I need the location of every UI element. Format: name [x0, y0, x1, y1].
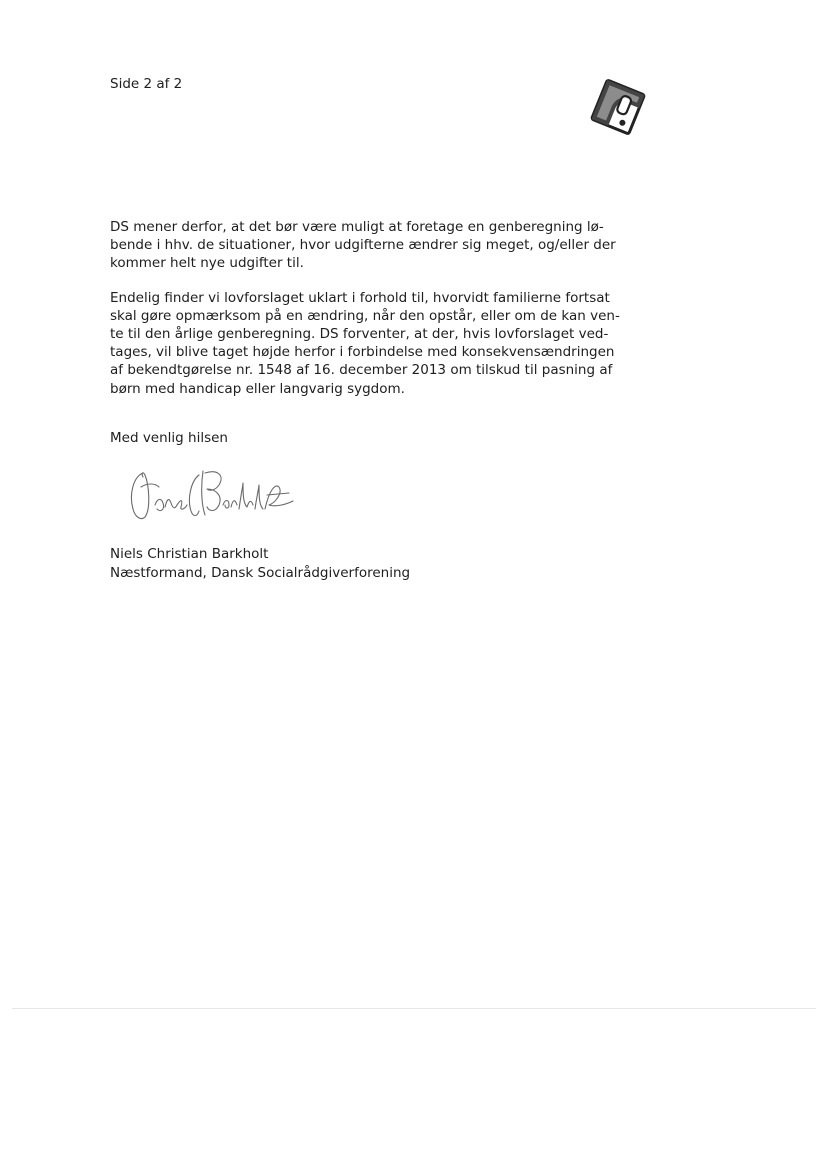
text-line: bende i hhv. de situationer, hvor udgifterne ændrer sig meget, og/eller der [110, 237, 616, 254]
page-number: Side 2 af 2 [110, 76, 183, 92]
text-line: børn med handicap eller langvarig sygdom. [110, 380, 405, 397]
signer-block [110, 545, 410, 582]
closing-greeting: Med venlig hilsen [110, 430, 228, 446]
text-line: tages, vil blive taget højde herfor i forbindelse med konsekvensændringen [110, 344, 615, 361]
text-line: af bekendtgørelse nr. 1548 af 16. december 2013 om tilskud til pasning af [110, 362, 613, 379]
text-line: kommer helt nye udgifter til. [110, 255, 304, 272]
text-line: te til den årlige genberegning. DS forventer, at der, hvis lovforslaget ved- [110, 326, 609, 343]
text-line: Endelig finder vi lovforslaget uklart i forhold til, hvorvidt familierne fortsat [110, 289, 610, 306]
signer-title: Næstformand, Dansk Socialrådgiverforening [110, 564, 411, 581]
paragraph-2 [110, 289, 630, 398]
letter-body [110, 218, 630, 414]
ds-logo-icon [588, 78, 648, 136]
text-line: DS mener derfor, at det bør være muligt at foretage en genberegning lø- [110, 219, 604, 235]
handwritten-signature [125, 465, 295, 525]
signer-name: Niels Christian Barkholt [110, 546, 269, 562]
paragraph-1 [110, 218, 630, 273]
text-line: skal gøre opmærksom på en ændring, når den opstår, eller om de kan ven- [110, 307, 620, 324]
footer-divider [12, 1008, 816, 1009]
